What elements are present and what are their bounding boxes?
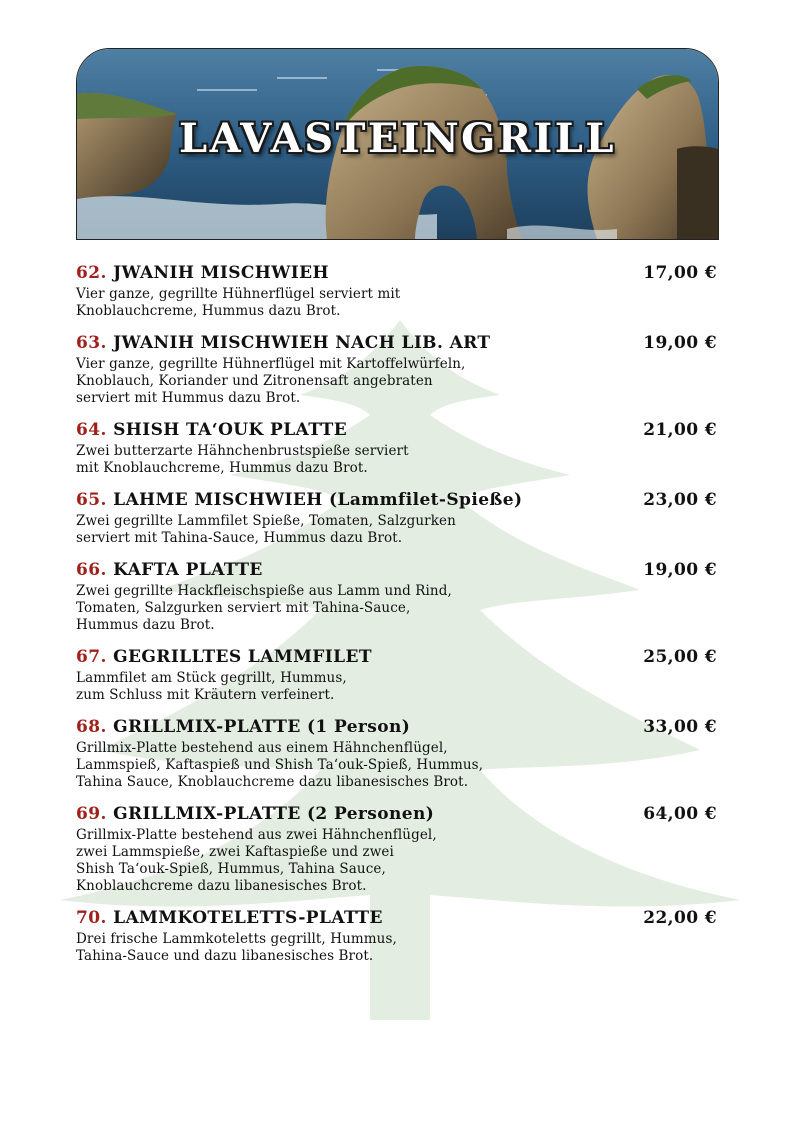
item-price: 17,00 € <box>643 263 717 283</box>
item-price: 23,00 € <box>643 490 717 510</box>
item-name: JWANIH MISCHWIEH <box>113 263 329 283</box>
menu-item <box>76 716 717 791</box>
item-description: Vier ganze, gegrillte Hühnerflügel mit Kartoffelwürfeln, Knoblauch, Koriander und Zitronensaft angebraten serviert mit Hummus dazu Brot. <box>76 356 466 406</box>
menu-item <box>76 332 717 407</box>
item-price: 25,00 € <box>643 647 717 667</box>
item-name: JWANIH MISCHWIEH NACH LIB. ART <box>113 333 491 353</box>
item-price: 21,00 € <box>643 420 717 440</box>
page-title: LAVASTEINGRILL <box>179 115 616 162</box>
menu-item <box>76 803 717 895</box>
item-number: 67. <box>76 647 107 667</box>
item-description: Zwei gegrillte Lammfilet Spieße, Tomaten, Salzgurken serviert mit Tahina-Sauce, Hummus dazu Brot. <box>76 513 456 546</box>
item-number: 65. <box>76 490 107 510</box>
item-name: LAHME MISCHWIEH (Lammfilet-Spieße) <box>113 490 523 510</box>
menu-item <box>76 419 717 477</box>
menu-list <box>76 262 717 977</box>
item-price: 19,00 € <box>643 333 717 353</box>
item-number: 70. <box>76 908 107 928</box>
item-name: GRILLMIX-PLATTE (1 Person) <box>113 717 411 737</box>
item-description: Grillmix-Platte bestehend aus einem Hähnchenflügel, Lammspieß, Kaftaspieß und Shish Ta‘ouk-Spieß, Hummus, Tahina Sauce, Knoblauchcreme dazu libanesisches Brot. <box>76 740 484 790</box>
item-number: 64. <box>76 420 107 440</box>
item-price: 33,00 € <box>643 717 717 737</box>
item-name: GEGRILLTES LAMMFILET <box>113 647 372 667</box>
item-description: Drei frische Lammkoteletts gegrillt, Hummus, Tahina-Sauce und dazu libanesisches Brot. <box>76 931 397 964</box>
item-number: 62. <box>76 263 107 283</box>
menu-item <box>76 559 717 634</box>
item-price: 64,00 € <box>643 804 717 824</box>
item-number: 69. <box>76 804 107 824</box>
item-price: 22,00 € <box>643 908 717 928</box>
item-number: 66. <box>76 560 107 580</box>
header-banner <box>76 48 719 240</box>
item-number: 68. <box>76 717 107 737</box>
item-number: 63. <box>76 333 107 353</box>
item-name: SHISH TA‘OUK PLATTE <box>113 420 348 440</box>
item-description: Zwei gegrillte Hackfleischspieße aus Lamm und Rind, Tomaten, Salzgurken serviert mit Tahina-Sauce, Hummus dazu Brot. <box>76 583 452 633</box>
menu-item <box>76 646 717 704</box>
item-description: Lammfilet am Stück gegrillt, Hummus, zum Schluss mit Kräutern verfeinert. <box>76 670 347 703</box>
item-description: Vier ganze, gegrillte Hühnerflügel serviert mit Knoblauchcreme, Hummus dazu Brot. <box>76 286 401 319</box>
menu-item <box>76 489 717 547</box>
menu-item <box>76 907 717 965</box>
item-description: Grillmix-Platte bestehend aus zwei Hähnchenflügel, zwei Lammspieße, zwei Kaftaspieße und zwei Shish Ta‘ouk-Spieß, Hummus, Tahina Sauce, Knoblauchcreme dazu libanesisches Brot. <box>76 827 437 894</box>
menu-item <box>76 262 717 320</box>
item-description: Zwei butterzarte Hähnchenbrustspieße serviert mit Knoblauchcreme, Hummus dazu Brot. <box>76 443 409 476</box>
item-name: LAMMKOTELETTS-PLATTE <box>113 908 383 928</box>
item-price: 19,00 € <box>643 560 717 580</box>
item-name: GRILLMIX-PLATTE (2 Personen) <box>113 804 435 824</box>
item-name: KAFTA PLATTE <box>113 560 263 580</box>
